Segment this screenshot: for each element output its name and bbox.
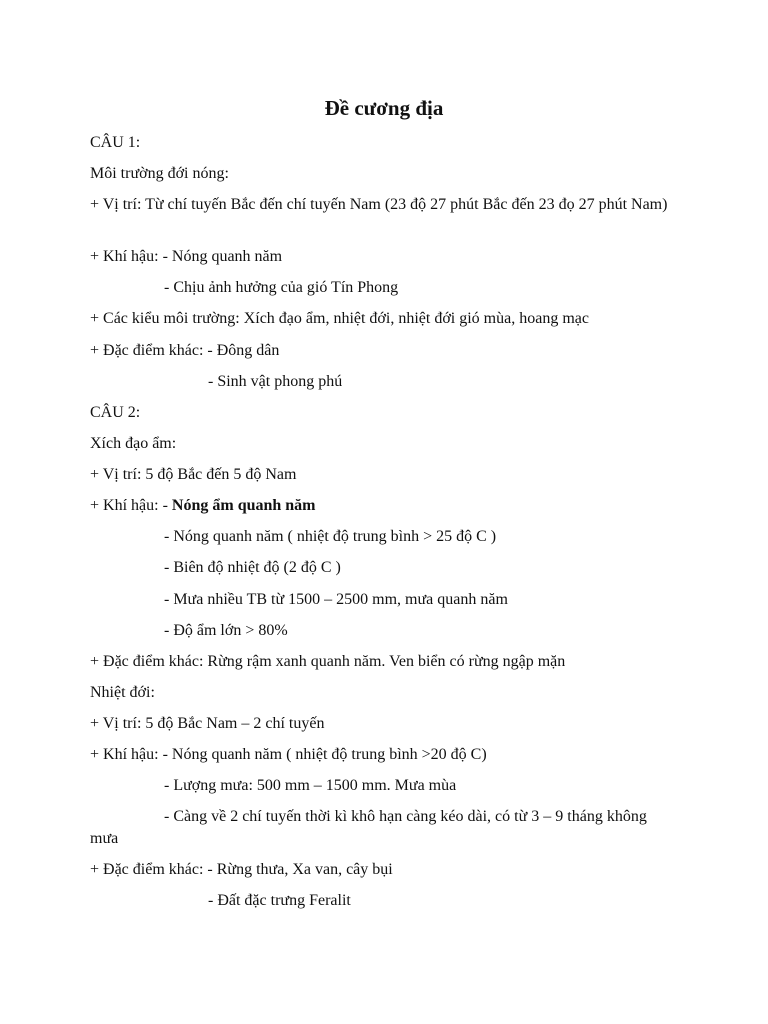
text-line: CÂU 1: <box>90 134 141 151</box>
text-line: mưa <box>90 830 119 847</box>
bold-phrase: Nóng ẩm quanh năm <box>171 497 316 514</box>
text-line: + Đặc điểm khác: Rừng rậm xanh quanh năm. Ven biển có rừng ngập mặn <box>90 653 566 670</box>
text-line: + Vị trí: 5 độ Bắc Nam – 2 chí tuyến <box>90 715 325 732</box>
text-line: + Đặc điểm khác: - Đông dân <box>90 342 280 359</box>
document-title: Đề cương địa <box>324 96 444 120</box>
text-line: - Sinh vật phong phú <box>208 373 343 390</box>
text-line: Môi trường đới nóng: <box>90 165 229 182</box>
text-line: - Càng về 2 chí tuyến thời kì khô hạn càng kéo dài, có từ 3 – 9 tháng không <box>164 808 647 825</box>
text-line: + Các kiểu môi trường: Xích đạo ẩm, nhiệt đới, nhiệt đới gió mùa, hoang mạc <box>90 310 589 327</box>
text-line: + Vị trí: Từ chí tuyến Bắc đến chí tuyến Nam (23 độ 27 phút Bắc đến 23 đọ 27 phút Nam) <box>90 196 668 213</box>
text-line <box>90 495 670 516</box>
text-line: - Đất đặc trưng Feralit <box>208 892 351 909</box>
text-line: - Nóng quanh năm ( nhiệt độ trung bình > 25 độ C ) <box>164 528 497 545</box>
text-line: + Vị trí: 5 độ Bắc đến 5 độ Nam <box>90 466 297 483</box>
text-line: - Lượng mưa: 500 mm – 1500 mm. Mưa mùa <box>164 777 457 794</box>
text-line: Xích đạo ẩm: <box>90 435 177 452</box>
text-line: + Khí hậu: - Nóng quanh năm <box>90 248 283 265</box>
text-line: - Mưa nhiều TB từ 1500 – 2500 mm, mưa quanh năm <box>164 591 508 608</box>
text-line: Nhiệt đới: <box>90 684 155 701</box>
text-line: + Khí hậu: - Nóng quanh năm ( nhiệt độ trung bình >20 độ C) <box>90 746 487 763</box>
text-line: - Độ ẩm lớn > 80% <box>164 622 288 639</box>
text-line: CÂU 2: <box>90 404 141 421</box>
text-line: + Đặc điểm khác: - Rừng thưa, Xa van, cây bụi <box>90 861 393 878</box>
text-line: - Chịu ảnh hưởng của gió Tín Phong <box>164 279 399 296</box>
text-line-prefix: + Khí hậu: - <box>90 497 172 514</box>
text-line: - Biên độ nhiệt độ (2 độ C ) <box>164 559 341 576</box>
